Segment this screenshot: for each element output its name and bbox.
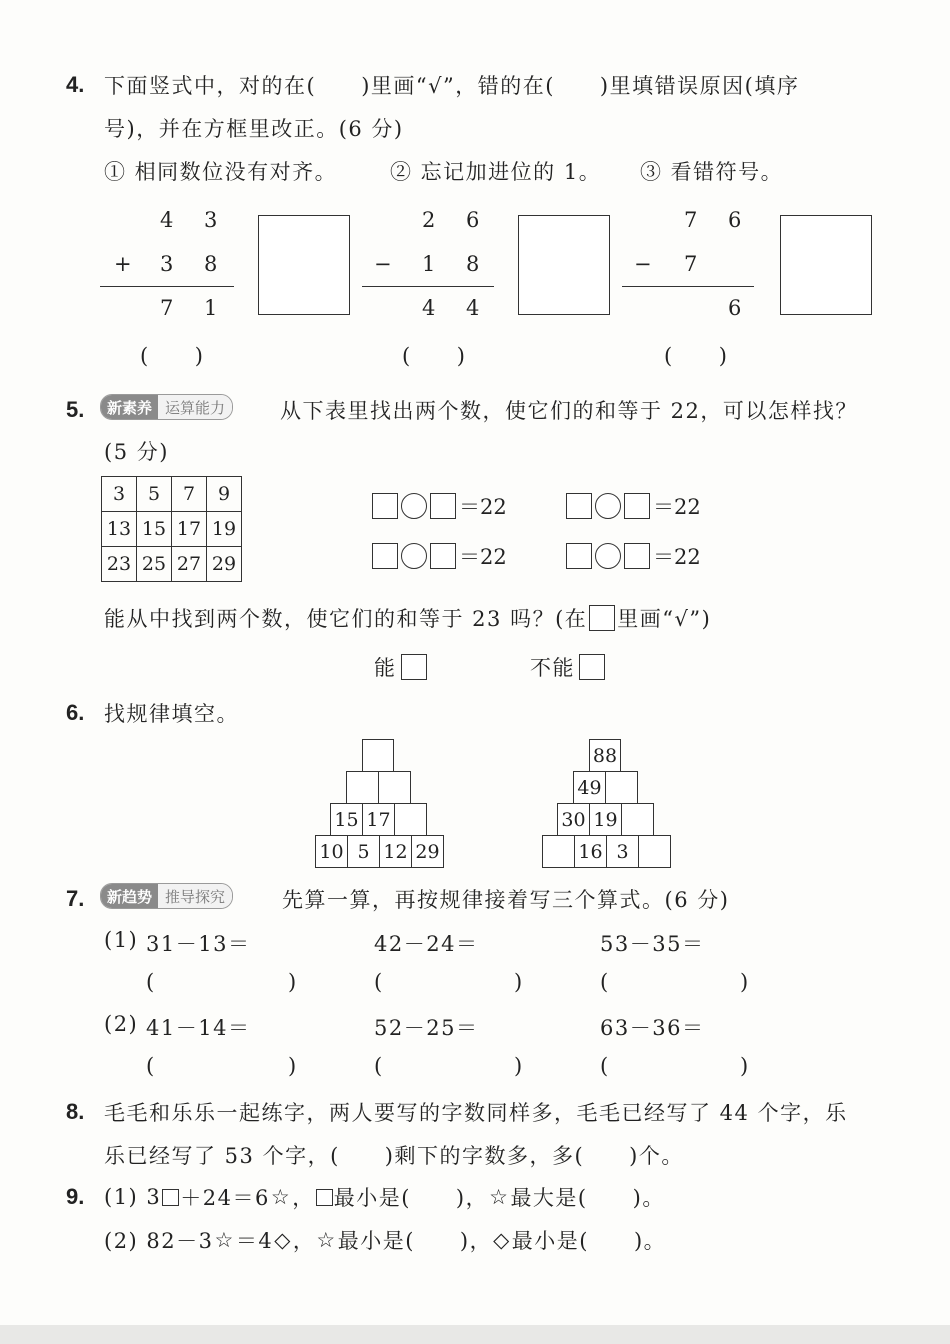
calc1-operator: + [114,252,132,276]
calc1-bottom-ones: 8 [204,252,218,276]
q5-option-cannot [530,652,605,682]
q7-row1-expr-1: 31－13＝ [146,932,251,956]
pyramid-cell[interactable] [605,771,638,804]
pyramid-cell[interactable] [542,835,575,868]
operator-circle[interactable] [401,493,427,519]
q7-row1-expr-3: 53－35＝ [600,932,705,956]
q9-part2-d: 最小是( )， [337,1229,493,1253]
calc3-correction-box[interactable] [780,215,872,315]
answer-square[interactable] [566,493,592,519]
diamond-icon: ◇ [493,1228,511,1252]
star-icon: ☆ [270,1185,292,1209]
pyramid-cell: 88 [589,739,621,772]
answer-square[interactable] [566,543,592,569]
q5-equation-2 [566,491,701,521]
calc1-answer-paren[interactable]: ( ) [140,344,205,368]
q7-badge [100,883,233,909]
grid-cell: 5 [137,477,172,512]
q7-row2-expr-2: 52－25＝ [374,1016,479,1040]
q7-row2-paren-open: ( [146,1054,156,1078]
pyramid-cell: 19 [589,803,622,836]
answer-square[interactable] [372,493,398,519]
pyramid-cell[interactable] [394,803,427,836]
q7-row1-paren-close: ) [514,970,524,994]
grid-cell: 7 [172,477,207,512]
q7-row1-expr-2: 42－24＝ [374,932,479,956]
pyramid-cell: 3 [606,835,639,868]
calc1-line [100,286,234,287]
q5-equation-3 [372,541,507,571]
q5-equation-4 [566,541,701,571]
pyramid-cell[interactable] [638,835,671,868]
q7-row2-paren-close: ) [740,1054,750,1078]
calc3-top-ones: 6 [728,208,742,232]
pyramid-cell: 12 [379,835,412,868]
q8-number: 8. [66,1099,85,1124]
q7-title: 先算一算，再按规律接着写三个算式。(6 分) [282,888,730,912]
q5-line2: (5 分) [104,440,169,464]
pyramid-cell[interactable] [362,739,394,772]
grid-cell: 27 [172,547,207,582]
q9-part1-c: ， [292,1186,315,1210]
pyramid-cell[interactable] [346,771,379,804]
answer-square[interactable] [624,543,650,569]
q5-badge-skill: 运算能力 [158,395,232,419]
example-square [589,605,615,631]
pyramid-cell: 30 [557,803,590,836]
q7-badge-skill: 推导探究 [158,884,232,908]
q7-number: 7. [66,886,85,911]
calc2-top-ones: 6 [466,208,480,232]
star-icon: ☆ [214,1228,235,1252]
grid-cell: 19 [207,512,242,547]
operator-circle[interactable] [595,543,621,569]
calc1-top-ones: 3 [204,208,218,232]
q7-row1-paren-close: ) [288,970,298,994]
q7-row2-expr-1: 41－14＝ [146,1016,251,1040]
grid-cell: 13 [102,512,137,547]
q9-part1-d: 最小是( )， [333,1186,489,1210]
equation-result: ＝22 [459,495,507,519]
q6-number: 6. [66,700,85,725]
pyramid-cell: 16 [574,835,607,868]
star-icon: ☆ [316,1228,337,1252]
calc2-bottom-ones: 8 [466,252,480,276]
grid-cell: 3 [102,477,137,512]
q4-line2: 号)，并在方框里改正。(6 分) [104,117,404,141]
calc2-result-tens: 4 [422,296,436,320]
calc3-result-ones: 6 [728,296,742,320]
q7-row1-paren-open: ( [374,970,384,994]
calc3-answer-paren[interactable]: ( ) [664,344,729,368]
calc3-top-tens: 7 [684,208,698,232]
q7-row2-paren-open: ( [600,1054,610,1078]
option-can-checkbox[interactable] [401,654,427,680]
grid-cell: 23 [102,547,137,582]
diamond-icon: ◇ [274,1228,292,1252]
pyramid-cell: 49 [573,771,606,804]
calc2-operator: − [374,252,392,276]
q5-question-23 [104,603,711,633]
q9-part1-e: 最大是( )。 [510,1186,665,1210]
q5-line1: 从下表里找出两个数，使它们的和等于 22，可以怎样找？ [280,399,858,423]
pyramid-cell[interactable] [378,771,411,804]
option-can-label: 能 [374,656,397,680]
star-icon: ☆ [489,1185,510,1209]
q4-reason-3: ③ 看错符号。 [640,160,784,184]
q5-number: 5. [66,397,85,422]
q4-line1: 下面竖式中，对的在( )里画“√”，错的在( )里填错误原因(填序 [104,74,800,98]
option-cannot-checkbox[interactable] [579,654,605,680]
calc2-correction-box[interactable] [518,215,610,315]
operator-circle[interactable] [401,543,427,569]
q9-part2-e: 最小是( )。 [511,1229,667,1253]
answer-square[interactable] [430,493,456,519]
pyramid-cell[interactable] [621,803,654,836]
calc3-line [622,286,754,287]
q7-row2-expr-3: 63－36＝ [600,1016,705,1040]
calc1-result-ones: 1 [204,296,218,320]
q9-part1-a: (1) 3 [104,1185,162,1209]
pyramid-cell: 17 [362,803,395,836]
q9-part1 [104,1182,665,1212]
grid-cell: 25 [137,547,172,582]
pyramid-cell: 29 [411,835,444,868]
calc1-top-tens: 4 [160,208,174,232]
q9-part2-c: ， [292,1229,316,1253]
q7-row2-label: (2) [104,1012,139,1036]
grid-cell: 15 [137,512,172,547]
grid-cell: 9 [207,477,242,512]
calc2-result-ones: 4 [466,296,480,320]
q7-row2-paren-open: ( [374,1054,384,1078]
q5-number-grid [101,476,242,582]
q9-number: 9. [66,1184,85,1209]
q7-row2-paren-close: ) [288,1054,298,1078]
q6-title: 找规律填空。 [104,702,239,726]
q9-part2-b: ＝4 [235,1229,274,1253]
q5-question-text: 能从中找到两个数，使它们的和等于 23 吗？(在 [104,607,588,631]
pyramid-cell: 15 [330,803,363,836]
calc2-answer-paren[interactable]: ( ) [402,344,467,368]
pyramid-cell: 10 [315,835,348,868]
pyramid-cell: 5 [347,835,380,868]
option-cannot-label: 不能 [530,656,575,680]
calc3-operator: − [634,252,652,276]
calc3-bottom-ones: 7 [684,252,698,276]
q9-part1-b: ＋24＝6 [180,1186,270,1210]
page-bottom-edge [0,1325,950,1344]
equation-result: ＝22 [653,545,701,569]
q9-part2-a: (2) 82－3 [104,1229,214,1253]
grid-cell: 29 [207,547,242,582]
q7-row1-paren-close: ) [740,970,750,994]
q5-option-can [374,652,427,682]
grid-cell: 17 [172,512,207,547]
calc2-top-tens: 2 [422,208,436,232]
q5-question-text-end: 里画“√”) [617,607,712,631]
q7-badge-label: 新趋势 [101,884,158,908]
q5-badge [100,394,233,420]
q4-reason-1: ① 相同数位没有对齐。 [104,160,338,184]
q7-row1-paren-open: ( [146,970,156,994]
answer-square[interactable] [624,493,650,519]
calc1-correction-box[interactable] [258,215,350,315]
q4-number: 4. [66,72,85,97]
q4-reason-2: ② 忘记加进位的 1。 [390,160,602,184]
q7-row1-paren-open: ( [600,970,610,994]
q5-badge-label: 新素养 [101,395,158,419]
calc2-line [362,286,494,287]
q7-row2-paren-close: ) [514,1054,524,1078]
q5-equation-1 [372,491,507,521]
square-symbol-icon [162,1189,179,1206]
calc2-bottom-tens: 1 [422,252,436,276]
q7-row1-label: (1) [104,928,139,952]
q9-part2 [104,1225,666,1255]
square-symbol-icon [316,1189,333,1206]
equation-result: ＝22 [653,495,701,519]
q8-line2: 乐已经写了 53 个字，( )剩下的字数多，多( )个。 [104,1144,684,1168]
operator-circle[interactable] [595,493,621,519]
answer-square[interactable] [372,543,398,569]
equation-result: ＝22 [459,545,507,569]
calc1-result-tens: 7 [160,296,174,320]
answer-square[interactable] [430,543,456,569]
q8-line1: 毛毛和乐乐一起练字，两人要写的字数同样多，毛毛已经写了 44 个字，乐 [104,1101,848,1125]
calc1-bottom-tens: 3 [160,252,174,276]
